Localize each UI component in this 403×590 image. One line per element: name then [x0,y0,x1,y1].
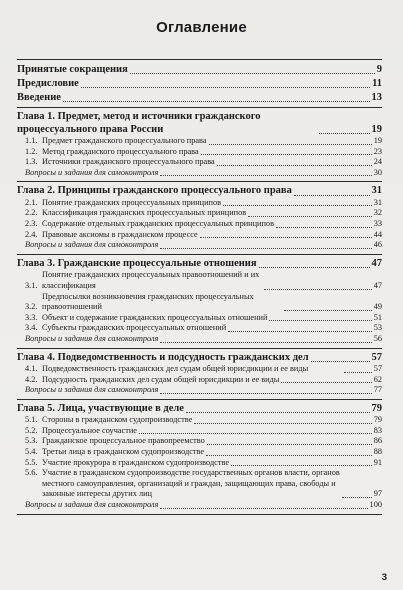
questions-page: 56 [373,333,382,343]
dot-leader [160,248,371,249]
item-number: 5.6. [25,468,38,478]
questions-label: Вопросы и задания для самоконтроля [25,240,159,250]
item-page: 32 [373,208,382,218]
item-page: 86 [373,436,382,446]
toc-item[interactable] [17,447,382,458]
item-label: Источники гражданского процессуального права [42,157,215,167]
item-label: Предпосылки возникновения гражданских процессуальных правоотношений [42,291,254,312]
item-label: Понятие гражданских процессуальных принципов [42,197,222,207]
item-number: 3.2. [25,302,38,312]
questions-label: Вопросы и задания для самоконтроля [25,333,159,343]
toc-item[interactable] [17,426,382,437]
questions-page: 100 [369,500,382,510]
item-number: 1.1. [25,136,38,145]
item-page: 49 [373,302,382,312]
toc-item[interactable] [17,323,382,334]
entry-label: Предисловие [17,78,79,89]
chapter-heading[interactable] [17,185,382,198]
item-page: 33 [373,219,382,229]
dot-leader [217,165,372,166]
toc-questions[interactable] [17,500,382,511]
entry-page: 13 [371,92,382,103]
item-page: 83 [373,425,382,435]
toc-entry-preface[interactable] [17,77,382,90]
dot-leader [294,195,370,196]
entry-page: 9 [376,64,382,75]
toc-questions[interactable] [17,334,382,345]
table-of-contents [17,59,382,515]
dot-leader [276,227,372,228]
toc-chapter-4 [17,349,382,399]
item-number: 5.2. [25,425,38,435]
item-label: Стороны в гражданском судопроизводстве [42,415,193,425]
dot-leader [160,508,367,509]
toc-item[interactable] [17,198,382,209]
chapter-page: 31 [371,185,382,197]
item-page: 97 [373,489,382,499]
item-page: 88 [373,447,382,457]
dot-leader [209,144,372,145]
item-page: 23 [373,146,382,156]
dot-leader [63,101,370,102]
toc-item[interactable] [17,157,382,168]
item-page: 24 [373,157,382,167]
item-number: 5.1. [25,415,38,425]
toc-item[interactable] [17,219,382,230]
item-number: 5.5. [25,457,38,467]
toc-item[interactable] [17,230,382,241]
item-number: 4.1. [25,364,38,373]
item-number: 4.2. [25,374,38,384]
dot-leader [81,87,370,88]
toc-item[interactable] [17,468,382,500]
chapter-label: Глава 2. Принципы гражданского процессуального права [17,185,292,197]
toc-item[interactable] [17,208,382,219]
toc-item[interactable] [17,375,382,386]
chapter-heading[interactable] [17,403,382,416]
item-page: 51 [373,312,382,322]
item-label: Участие в гражданском судопроизводстве государственных органов власти, органов местного самоуправления, организаций и граждан, защищающих права, свободы и законные интересы других лиц [42,468,340,499]
toc-item[interactable] [17,270,382,291]
dot-leader [248,216,372,217]
item-page: 79 [373,415,382,425]
item-number: 3.4. [25,323,38,333]
item-number: 1.3. [25,157,38,167]
dot-leader [160,393,371,394]
dot-leader [269,320,371,321]
separator-line [17,514,382,515]
chapter-page: 19 [371,123,382,135]
dot-leader [264,289,372,290]
toc-item[interactable] [17,415,382,426]
toc-item[interactable] [17,147,382,158]
item-label: Правовые аксиомы в гражданском процессе [42,229,198,239]
chapter-heading[interactable] [17,258,382,271]
item-label: Третьи лица в гражданском судопроизводстве [42,447,205,457]
chapter-heading[interactable] [17,352,382,365]
item-number: 2.3. [25,219,38,229]
item-label: Подведомственность гражданских дел судам общей юрисдикции и ее виды [42,364,309,373]
item-label: Участие прокурора в гражданском судопроизводстве [42,457,230,467]
toc-entry-introduction[interactable] [17,91,382,104]
item-page: 62 [373,374,382,384]
item-number: 2.2. [25,208,38,218]
page-number: 3 [381,572,387,583]
toc-chapter-2 [17,182,382,253]
item-page: 91 [373,457,382,467]
toc-item[interactable] [17,436,382,447]
entry-page: 11 [372,78,382,89]
toc-item[interactable] [17,292,382,313]
dot-leader [200,237,372,238]
dot-leader [281,382,371,383]
item-number: 3.1. [25,280,38,290]
toc-entry-abbreviations[interactable] [17,63,382,76]
item-number: 2.4. [25,229,38,239]
item-page: 31 [373,197,382,207]
item-label: Предмет гражданского процессуального права [42,136,207,145]
questions-page: 77 [373,385,382,395]
toc-title: Оглавление [156,19,247,36]
chapter-label: Глава 5. Лица, участвующие в деле [17,402,184,414]
entry-label: Принятые сокращения [17,64,128,75]
toc-item[interactable] [17,458,382,469]
item-page: 53 [373,323,382,333]
item-label: Содержание отдельных гражданских процессуальных принципов [42,219,274,229]
dot-leader [130,73,375,74]
dot-leader [201,154,372,155]
item-label: Процессуальное соучастие [42,425,137,435]
dot-leader [207,444,372,445]
chapter-page: 79 [371,402,382,414]
entry-label: Введение [17,92,61,103]
dot-leader [231,465,372,466]
item-number: 5.4. [25,447,38,457]
toc-questions[interactable] [17,385,382,396]
item-label: Классификация гражданских процессуальных принципов [42,208,247,218]
toc-chapter-5 [17,400,382,514]
toc-item[interactable] [17,364,382,375]
chapter-label: Глава 3. Гражданские процессуальные отношения [17,257,257,269]
questions-page: 46 [373,240,382,250]
item-label: Метод гражданского процессуального права [42,146,199,156]
toc-chapter-1 [17,108,382,181]
questions-page: 30 [373,167,382,177]
item-number: 3.3. [25,312,38,322]
toc-chapter-3 [17,255,382,348]
dot-leader [319,133,370,134]
dot-leader [160,175,371,176]
item-label: Гражданское процессуальное правопреемство [42,436,205,446]
dot-leader [139,433,372,434]
chapter-heading[interactable] [17,111,382,136]
dot-leader [186,412,370,413]
toc-questions[interactable] [17,240,382,251]
dot-leader [311,361,370,362]
toc-item[interactable] [17,136,382,147]
dot-leader [194,423,371,424]
dot-leader [344,372,372,373]
item-label: Субъекты гражданских процессуальных отношений [42,323,227,333]
dot-leader [342,497,372,498]
toc-item[interactable] [17,313,382,324]
item-page: 47 [373,280,382,290]
dot-leader [223,205,372,206]
chapter-page: 47 [371,257,382,269]
item-page: 19 [373,136,382,145]
questions-label: Вопросы и задания для самоконтроля [25,500,159,510]
item-page: 44 [373,229,382,239]
item-number: 1.2. [25,146,38,156]
questions-label: Вопросы и задания для самоконтроля [25,385,159,395]
toc-front-matter [17,60,382,107]
dot-leader [228,331,372,332]
dot-leader [284,310,372,311]
item-page: 57 [373,364,382,373]
item-number: 5.3. [25,436,38,446]
chapter-label: Глава 1. Предмет, метод и источники гражданского процессуального права России [17,111,261,135]
item-label: Подсудность гражданских дел судам общей юрисдикции и ее виды [42,374,280,384]
item-label: Объект и содержание гражданских процессуальных отношений [42,312,268,322]
dot-leader [160,342,371,343]
dot-leader [259,267,370,268]
chapter-label: Глава 4. Подведомственность и подсудность гражданских дел [17,351,309,363]
dot-leader [206,455,372,456]
toc-questions[interactable] [17,168,382,179]
item-number: 2.1. [25,197,38,207]
questions-label: Вопросы и задания для самоконтроля [25,167,159,177]
chapter-page: 57 [371,351,382,363]
item-label: Понятие гражданских процессуальных правоотношений и их классификация [42,270,260,290]
